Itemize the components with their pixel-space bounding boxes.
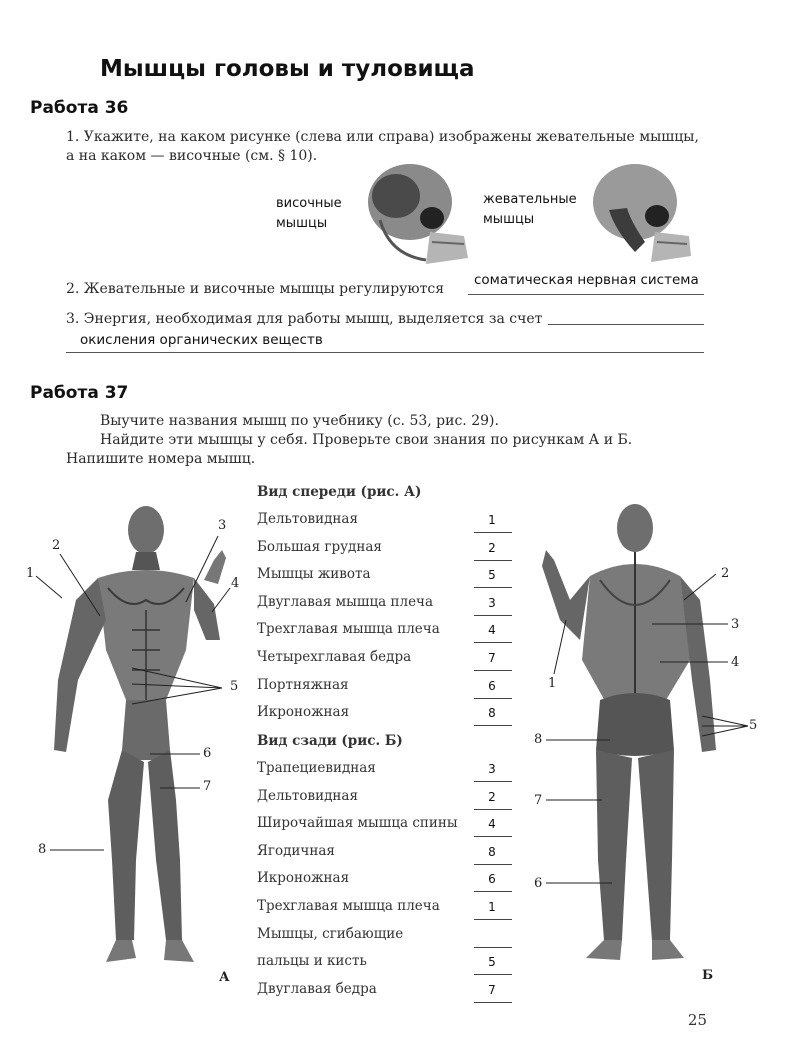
work-36-question-3: 3. Энергия, необходимая для работы мышц, выделяется за счет: [66, 311, 543, 327]
work-37-instruction-1: Выучите названия мышц по учебнику (с. 53, рис. 29).: [100, 413, 499, 429]
work-36-question-1: 1. Укажите, на каком рисунке (слева или справа) изображены жевательные мышцы, а на каком — височные (см. § 10).: [66, 129, 699, 164]
figure-a-label-4: 4: [231, 576, 240, 591]
back-muscle-name: Двуглавая бедра: [257, 980, 377, 997]
back-muscle-name: Икроножная: [257, 870, 350, 887]
front-muscle-name: Двуглавая мышца плеча: [257, 593, 434, 610]
back-answer-number: 6: [488, 872, 496, 887]
figure-a-caption: А: [219, 970, 230, 985]
back-answer-line: [474, 809, 512, 810]
back-answer-number: 3: [488, 762, 496, 776]
back-muscle-name: Трехглавая мышца плеча: [257, 898, 440, 914]
figure-a-label-8: 8: [38, 842, 47, 857]
front-answer-line: [474, 725, 512, 726]
page-number: 25: [687, 1011, 707, 1029]
answer-2-line: [468, 294, 704, 295]
back-answer-line: [474, 947, 512, 948]
back-answer-line: [474, 781, 512, 782]
front-answer-line: [474, 560, 512, 561]
back-muscle-name: Мышцы, сгибающие: [257, 925, 404, 942]
front-answer-line: [474, 642, 512, 643]
front-answer-line: [474, 587, 512, 588]
figure-b-label-8: 8: [534, 732, 543, 747]
figure-a-leader-lines: [0, 520, 260, 860]
answer-3-line-1: [548, 324, 704, 325]
front-answer-number: 3: [488, 595, 496, 610]
front-answer-line: [474, 615, 512, 616]
figure-b-label-1: 1: [548, 676, 557, 691]
figure-a-label-6: 6: [203, 746, 212, 761]
work-37-heading: Работа 37: [30, 383, 129, 403]
front-answer-number: 2: [488, 540, 496, 555]
front-answer-number: 8: [488, 706, 496, 721]
skull-masseter-image: [585, 160, 700, 270]
figure-b-label-6: 6: [534, 876, 543, 891]
skull-left-label-line-1: височные: [276, 196, 342, 211]
front-answer-number: 1: [488, 513, 496, 527]
front-answer-number: 4: [488, 623, 496, 638]
front-answer-number: 5: [488, 568, 496, 583]
back-answer-line: [474, 1002, 512, 1003]
figure-b-caption: Б: [702, 968, 714, 983]
figure-a-label-3: 3: [218, 518, 227, 533]
back-answer-line: [474, 974, 512, 975]
back-muscle-name: Ягодичная: [257, 842, 335, 859]
front-muscle-name: Дельтовидная: [257, 511, 358, 527]
figure-b-label-3: 3: [731, 617, 740, 632]
skull-right-label-line-2: мышцы: [483, 212, 535, 227]
back-answer-number: 1: [488, 900, 496, 914]
back-answer-line: [474, 836, 512, 837]
figure-a-label-2: 2: [52, 538, 61, 553]
back-muscle-name: Широчайшая мышца спины: [257, 815, 458, 832]
front-muscle-name: Четырехглавая бедра: [257, 649, 412, 665]
figure-a-label-1: 1: [26, 566, 35, 581]
front-muscle-name: Икроножная: [257, 704, 350, 721]
skull-right-label-line-1: жевательные: [483, 192, 577, 207]
answer-3-line-2: [66, 352, 704, 353]
back-answer-number: 7: [488, 982, 496, 997]
front-muscle-name: Портняжная: [257, 676, 349, 693]
back-answer-number: 8: [488, 844, 496, 859]
back-answer-number: 4: [488, 817, 496, 832]
skull-left-label-line-2: мышцы: [276, 216, 328, 231]
back-muscle-name: Трапециевидная: [257, 760, 376, 776]
figure-b-leader-lines: [520, 560, 760, 900]
back-muscle-name: Дельтовидная: [257, 787, 358, 804]
back-answer-number: 2: [488, 789, 496, 804]
front-view-heading: Вид спереди (рис. А): [257, 484, 422, 500]
work-37-instruction-2: Найдите эти мышцы у себя. Проверьте свои знания по рисункам А и Б. Напишите номера мышц.: [66, 432, 633, 467]
back-answer-number: 5: [488, 955, 496, 970]
figure-b-label-5: 5: [749, 718, 758, 733]
figure-a-label-5: 5: [230, 679, 239, 694]
front-answer-number: 7: [488, 651, 496, 665]
front-answer-line: [474, 698, 512, 699]
figure-b-label-2: 2: [721, 566, 730, 581]
work-36-question-2: 2. Жевательные и височные мышцы регулируются: [66, 281, 445, 297]
answer-3-text: окисления органических веществ: [80, 332, 323, 348]
figure-a-label-7: 7: [203, 779, 212, 794]
front-answer-line: [474, 670, 512, 671]
skull-temporal-image: [360, 160, 475, 270]
back-answer-line: [474, 864, 512, 865]
front-muscle-name: Большая грудная: [257, 538, 382, 555]
front-muscle-name: Трехглавая мышца плеча: [257, 621, 440, 638]
back-muscle-name: пальцы и кисть: [257, 953, 367, 970]
figure-b-label-4: 4: [731, 655, 740, 670]
back-answer-line: [474, 919, 512, 920]
front-answer-line: [474, 532, 512, 533]
page-title: Мышцы головы и туловища: [100, 56, 475, 82]
front-muscle-name: Мышцы живота: [257, 566, 371, 583]
figure-b-label-7: 7: [534, 793, 543, 808]
back-view-heading: Вид сзади (рис. Б): [257, 733, 403, 749]
answer-2-text: соматическая нервная система: [474, 272, 699, 288]
back-answer-line: [474, 891, 512, 892]
work-36-heading: Работа 36: [30, 98, 129, 118]
front-answer-number: 6: [488, 678, 496, 693]
